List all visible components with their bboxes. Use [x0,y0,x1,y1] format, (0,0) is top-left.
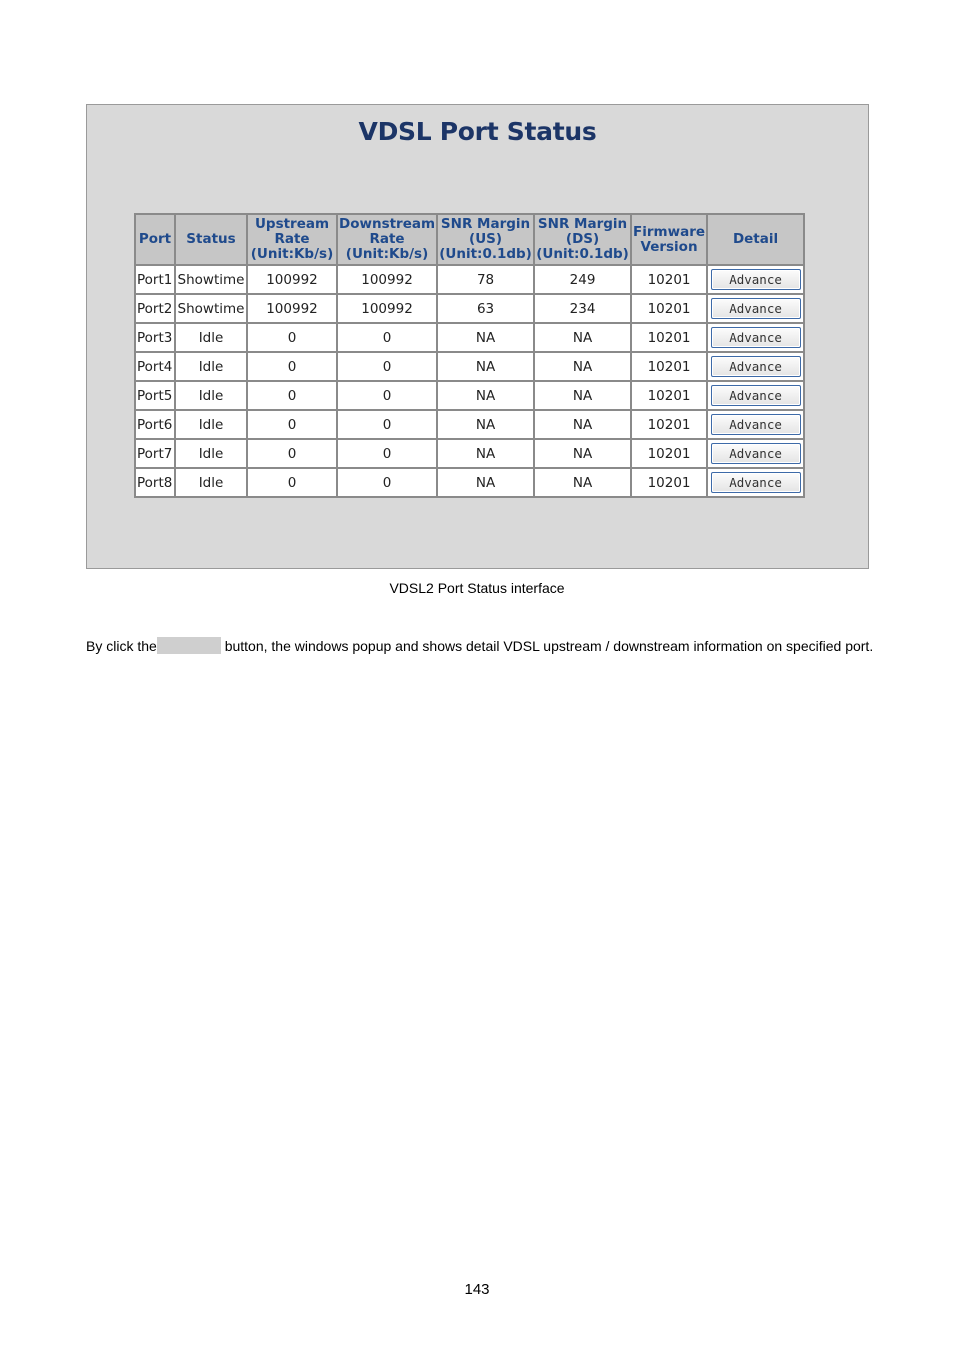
table-row [135,468,804,497]
table-row [135,381,804,410]
vdsl-port-status-panel [86,104,869,569]
header-snr-margin-us-line: (US) [469,231,503,247]
header-upstream-rate-line: (Unit:Kb/s) [250,246,334,262]
downstream-rate-cell: 0 [337,410,437,439]
upstream-rate-cell: 0 [247,323,337,352]
status-cell: Showtime [175,265,247,294]
header-downstream-rate-line: (Unit:Kb/s) [345,246,429,262]
detail-cell [707,265,804,294]
firmware-cell: 10201 [631,323,707,352]
table-row [135,352,804,381]
table-row [135,265,804,294]
port-cell: Port4 [135,352,175,381]
header-snr-margin-ds [534,214,631,265]
snr-us-cell: NA [437,439,534,468]
header-port [135,214,175,265]
upstream-rate-cell: 0 [247,439,337,468]
page-number: 143 [464,1281,490,1298]
downstream-rate-cell: 0 [337,352,437,381]
snr-ds-cell: NA [534,468,631,497]
snr-us-cell: NA [437,468,534,497]
status-cell: Idle [175,439,247,468]
header-firmware-version-line: Version [640,238,698,255]
upstream-rate-cell: 0 [247,468,337,497]
detail-cell [707,439,804,468]
header-downstream-rate [337,214,437,265]
header-snr-margin-us [437,214,534,265]
header-upstream-rate-line: Rate [274,231,310,247]
advance-button[interactable]: Advance [711,356,801,377]
status-cell: Idle [175,323,247,352]
downstream-rate-cell: 0 [337,381,437,410]
advance-button[interactable]: Advance [711,472,801,493]
detail-cell [707,294,804,323]
status-cell: Idle [175,410,247,439]
advance-button-placeholder [157,637,221,654]
instruction-paragraph [86,632,876,661]
downstream-rate-cell: 0 [337,323,437,352]
header-status [175,214,247,265]
table-row [135,410,804,439]
status-cell: Showtime [175,294,247,323]
table-row [135,294,804,323]
snr-us-cell: 78 [437,265,534,294]
firmware-cell: 10201 [631,265,707,294]
port-cell: Port6 [135,410,175,439]
figure-caption: VDSL2 Port Status interface [389,580,565,596]
panel-title: VDSL Port Status [358,117,597,146]
downstream-rate-cell: 100992 [337,294,437,323]
advance-button[interactable]: Advance [711,385,801,406]
header-snr-margin-ds-line: (DS) [565,231,600,247]
header-upstream-rate [247,214,337,265]
advance-button[interactable]: Advance [711,298,801,319]
upstream-rate-cell: 100992 [247,265,337,294]
table-body [135,265,804,497]
snr-us-cell: NA [437,410,534,439]
firmware-cell: 10201 [631,294,707,323]
snr-ds-cell: NA [534,439,631,468]
table-row [135,439,804,468]
snr-us-cell: NA [437,381,534,410]
firmware-cell: 10201 [631,381,707,410]
detail-cell [707,410,804,439]
detail-cell [707,352,804,381]
header-firmware-version-line: Firmware [633,223,706,240]
port-cell: Port5 [135,381,175,410]
detail-cell [707,468,804,497]
upstream-rate-cell: 0 [247,410,337,439]
detail-cell [707,323,804,352]
snr-us-cell: 63 [437,294,534,323]
header-downstream-rate-line: Downstream [339,216,436,232]
snr-us-cell: NA [437,323,534,352]
snr-ds-cell: NA [534,323,631,352]
advance-button[interactable]: Advance [711,327,801,348]
detail-cell [707,381,804,410]
status-cell: Idle [175,381,247,410]
firmware-cell: 10201 [631,468,707,497]
advance-button[interactable]: Advance [711,269,801,290]
header-status-line: Status [186,231,236,247]
upstream-rate-cell: 0 [247,381,337,410]
table-row [135,323,804,352]
header-downstream-rate-line: Rate [369,231,405,247]
snr-ds-cell: 234 [534,294,631,323]
header-detail-line: Detail [732,231,779,247]
header-detail [707,214,804,265]
paragraph-text-after: button, the windows popup and shows detail VDSL upstream / downstream information on specified port. [220,638,874,654]
port-cell: Port8 [135,468,175,497]
downstream-rate-cell: 0 [337,439,437,468]
header-snr-margin-us-line: SNR Margin [440,216,531,232]
port-cell: Port3 [135,323,175,352]
status-cell: Idle [175,468,247,497]
table-header-row [135,214,804,265]
downstream-rate-cell: 0 [337,468,437,497]
advance-button[interactable]: Advance [711,443,801,464]
upstream-rate-cell: 100992 [247,294,337,323]
firmware-cell: 10201 [631,410,707,439]
snr-ds-cell: NA [534,410,631,439]
firmware-cell: 10201 [631,352,707,381]
downstream-rate-cell: 100992 [337,265,437,294]
snr-us-cell: NA [437,352,534,381]
snr-ds-cell: NA [534,352,631,381]
header-firmware-version [631,214,707,265]
header-snr-margin-ds-line: SNR Margin [537,216,628,232]
header-snr-margin-us-line: (Unit:0.1db) [439,246,532,262]
firmware-cell: 10201 [631,439,707,468]
snr-ds-cell: NA [534,381,631,410]
status-cell: Idle [175,352,247,381]
header-port-line: Port [138,231,172,247]
port-cell: Port7 [135,439,175,468]
upstream-rate-cell: 0 [247,352,337,381]
advance-button[interactable]: Advance [711,414,801,435]
header-snr-margin-ds-line: (Unit:0.1db) [536,246,629,262]
header-upstream-rate-line: Upstream [254,216,330,232]
snr-ds-cell: 249 [534,265,631,294]
paragraph-text-before: By click the [86,638,157,654]
port-cell: Port1 [135,265,175,294]
port-status-table [134,213,805,498]
port-cell: Port2 [135,294,175,323]
